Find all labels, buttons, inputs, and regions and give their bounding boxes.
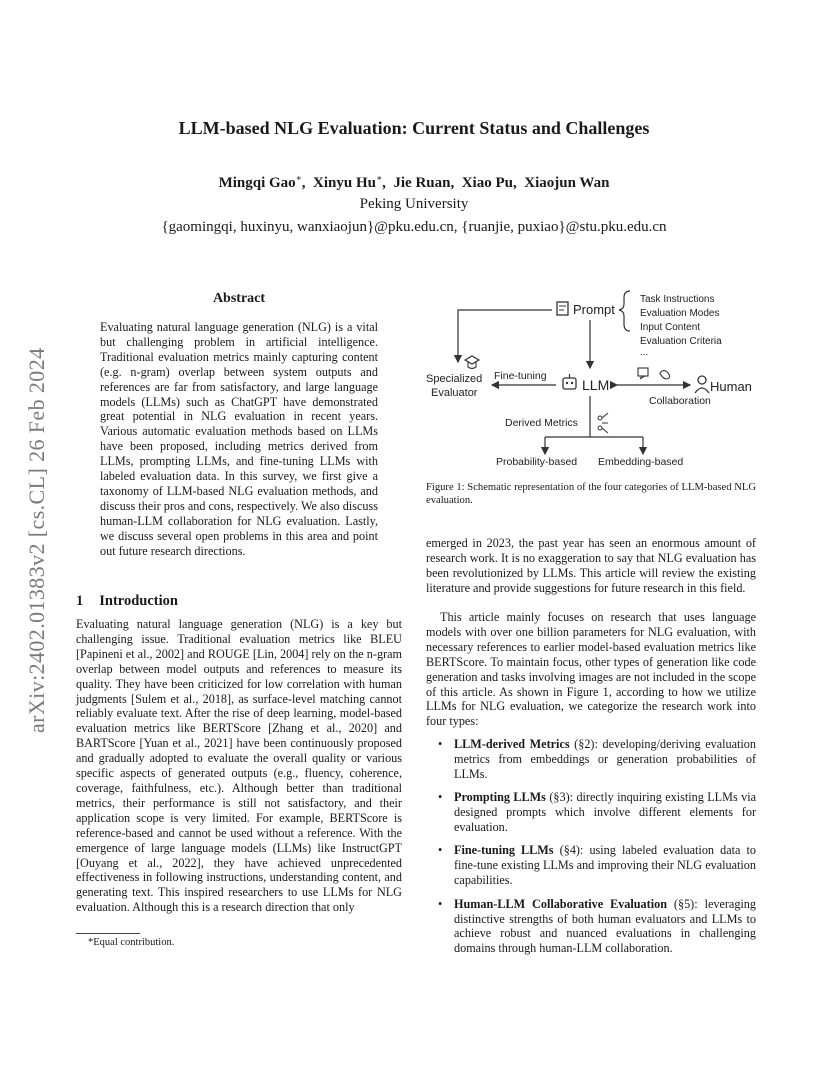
footnote-divider [76,933,140,934]
equal-contribution-mark: ∗ [295,173,302,183]
prompt-item: Input Content [640,322,701,333]
section-number: 1 [76,593,84,609]
figure-1-diagram [420,282,770,472]
author: Mingqi Gao [218,175,296,191]
embedding-based-label: Embedding-based [598,456,684,468]
diagram-svg [420,282,770,472]
specialized-evaluator-label: Evaluator [431,387,478,399]
abstract-text: Evaluating natural language generation (NLG) is a vital but challenging problem in artificial intelligence. Traditional evaluation metrics mainly capturing content (e.g. n-gram) overlap between system outputs and references are far from satisfactory, and large language models (LLMs) such as ChatGPT have demonstrated great potential in NLG evaluation in recent years. Various automatic evaluation methods based on LLMs have been proposed, including metrics derived from LLMs, prompting LLMs, and fine-tuning LLMs with labeled evaluation data. In this survey, we first give a taxonomy of LLM-based NLG evaluation methods, and discuss their pros and cons, respectively. We also discuss human-LLM collaboration for NLG evaluation. Lastly, we discuss several open problems in this area and point out future research directions. [100,320,378,558]
section-ref: (§3): [545,790,577,805]
handshake-icon [660,371,670,380]
category-description: directly inquiring existing LLMs via designed prompts which involve different elements for evaluation. [454,790,756,835]
prompt-item: Task Instructions [640,294,715,305]
derived-metrics-label: Derived Metrics [505,417,578,429]
prompt-to-evaluator-arrow [458,310,552,362]
category-term: LLM-derived Metrics [454,737,570,751]
paper-title: LLM-based NLG Evaluation: Current Status and Challenges [178,118,650,138]
network-icon [598,413,608,433]
collaboration-label: Collaboration [649,395,711,407]
list-item [438,843,756,888]
author: Jie Ruan [393,175,451,191]
specialized-evaluator-label: Specialized [426,373,483,385]
section-heading-introduction [76,593,194,610]
category-term: Human-LLM Collaborative Evaluation [454,896,667,911]
prompt-item: Evaluation Modes [640,308,720,319]
author: Xiao Pu [461,175,513,191]
category-description: using labeled evaluation data to fine-tune existing LLMs and improving their NLG evaluation capabilities. [454,843,756,888]
section-ref: (§4): [553,843,590,858]
footnote: *Equal contribution. [88,937,175,948]
author-emails: {gaomingqi, huxinyu, wanxiaojun}@pku.edu.cn, {ruanjie, puxiao}@stu.pku.edu.cn [161,219,667,235]
prompt-item: Evaluation Criteria [640,336,722,347]
llm-label: LLM [582,377,610,393]
introduction-text: Evaluating natural language generation (NLG) is a key but challenging issue. Traditional evaluation metrics like BLEU [Papineni et al., 2002] and ROUGE [Lin, 2004] rely on the n-gram overlap between model outputs and references to measure its quality. They have been criticized for low correlation with human judgments [Sulem et al., 2018], as surface-level matching cannot reliably evaluate text. After the rise of deep learning, model-based evaluation metrics like BERTScore [Zhang et al., 2020] and BARTScore [Yuan et al., 2021] have been continuously proposed and gradually adopted to evaluate the overall quality or various specific aspects of generated outputs (e.g., fluency, coherence, coverage, faithfulness, etc.). Although better than traditional metrics, their performance is still not satisfactory, and their application scope is very limited. For example, BERTScore is reference-based and cannot be used without a reference. With the emergence of large language models (LLMs) like InstructGPT [Ouyang et al., 2022], they have achieved unprecedented effectiveness in following instructions, understanding content, and generating text. This inspired researchers to use LLMs for NLG evaluation. Although this is a research direction that only [76,617,402,915]
author: Xiaojun Wan [524,175,610,191]
author-list: Mingqi Gao∗, Xinyu Hu∗, Jie Ruan, Xiao Pu, Xiaojun Wan [218,173,610,191]
probability-based-label: Probability-based [496,456,578,468]
section-ref: (§5): [666,896,705,911]
abstract-heading: Abstract [212,291,266,306]
category-description: developing/deriving evaluation metrics from embeddings or generation probabilities of LLMs. [454,737,756,781]
section-title: Introduction [99,593,178,609]
evaluator-icon [465,356,479,369]
paragraph: emerged in 2023, the past year has seen an enormous amount of research work. It is no exaggeration to say that NLG evaluation has been revolutionized by LLMs. This article will review the existing literature and provide suggestions for future research in this field. [426,536,756,595]
figure-caption: Figure 1: Schematic representation of the four categories of LLM-based NLG evaluation. [426,482,756,506]
prompt-label: Prompt [573,302,615,317]
prompt-icon [557,302,568,315]
arxiv-side-label: arXiv:2402.01383v2 [cs.CL] 26 Feb 2024 [24,347,49,733]
llm-robot-icon [563,374,576,389]
category-term: Prompting LLMs [454,790,546,805]
list-item [438,790,756,835]
category-list [438,737,756,965]
equal-contribution-mark: ∗ [376,173,383,183]
author: Xinyu Hu [313,175,376,191]
section-ref: (§2): [569,737,603,751]
brace-shape [619,291,630,331]
prompt-item: ... [640,347,649,358]
list-item [438,737,756,782]
affiliation: Peking University [359,196,469,212]
category-term: Fine-tuning LLMs [454,843,554,858]
human-icon [695,376,709,393]
category-description: leveraging distinctive strengths of both human evaluators and LLMs to achieve robust and nuanced evaluations in challenging domains through human-LLM collaboration. [454,896,756,956]
list-item [438,897,756,957]
human-label: Human [710,379,752,394]
chat-icon [638,368,648,379]
fine-tuning-label: Fine-tuning [494,370,547,382]
paragraph: This article mainly focuses on research that uses language models with over one billion parameters for NLG evaluation, with necessary references to earlier model-based evaluation metrics like BERTScore. To maintain focus, other types of generation like code generation and tasks involving images are not included in the scope of this article. As shown in Figure 1, according to how we utilize LLMs for NLG evaluation, we categorize the research work into four types: [426,610,756,729]
